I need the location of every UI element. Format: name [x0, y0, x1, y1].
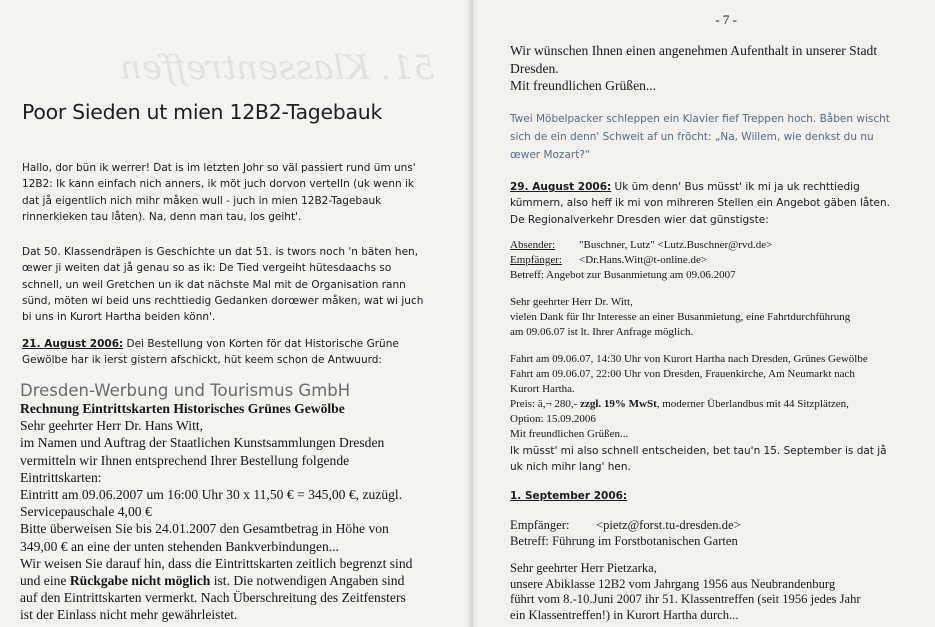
joke-paragraph [510, 110, 930, 164]
diary-entry-1-september [510, 488, 627, 504]
text-line: uk nich mihr lang' hen. [510, 461, 631, 474]
diary-entry-21-august [22, 336, 462, 369]
entry-date: 1. September 2006: [510, 490, 628, 502]
page-title: Poor Sieden ut mien 12B2-Tagebauk [22, 100, 383, 124]
text-line: Sehr geehrter Herr Pietzarka, [510, 561, 657, 575]
spacer [510, 283, 930, 295]
text-line: kümmern, also heff ik mi von mihreren Stellen ein Angebot gäben låten. [510, 197, 890, 210]
text-line: sich de ein denn' Schweit af un frõcht: „Na, Willem, wie denkst du nu [510, 131, 874, 143]
text-line: sünd, möten wi beid uns rechttiedig Gedanken dorœwer måken, wat wi juch [22, 294, 424, 307]
email-subject: Betreff: Führung im Forstbotanischen Garten [510, 533, 738, 548]
recipient-address: <Dr.Hans.Witt@t-online.de> [579, 254, 708, 266]
text-line: Gewölbe har ik ierst gistern afschickt, hüt keem schon de Antwuurd: [22, 354, 382, 367]
text-line: Fahrt am 09.06.07, 22:00 Uhr von Dresden, Frauenkirche, Am Neumarkt nach [510, 368, 855, 380]
text-span: ist. Die notwendigen Angaben sind [210, 573, 405, 589]
text-line: œwer Mozart?“ [510, 149, 591, 161]
text-span: , moderner Überlandbus mit 44 Sitzplätzen, [656, 398, 849, 410]
email-garden-tour [510, 518, 930, 623]
text-line: bi uns in Kurort Hartha beiden könn'. [22, 311, 216, 324]
page-number: - 7 - [715, 12, 737, 27]
text-line: schnell, un weil Gretchen un ik dat nächste Mal mit de Organisation rann [22, 278, 406, 291]
text-line: De Regionalverkehr Dresden wier dat günstigste: [510, 213, 769, 226]
bleed-through-text: 51. Klassentreffen [120, 48, 435, 88]
email-recipient [510, 253, 930, 268]
entry-date: 21. August 2006: [22, 338, 124, 350]
text-line: führt vom 8.-10.Juni 2007 ihr 51. Klassentreffen (seit 1956 jedes Jahr [510, 592, 861, 606]
text-line [22, 336, 462, 352]
text-line: rinnerkieken tau låten). Na, denn man tau, los geiht'. [22, 210, 302, 223]
entry-text: Dei Bestellung von Korten för dat Historische Grüne [123, 338, 399, 350]
text-line: Twei Möbelpacker schleppen ein Klavier fief Treppen hoch. Båben wischt [510, 113, 890, 125]
invoice-line: Servicepauschale 4,00 € [20, 504, 152, 520]
email-recipient [510, 518, 930, 534]
second-paragraph [22, 244, 462, 325]
invoice-line: 349,00 € an eine der unten stehenden Bankverbindungen... [20, 538, 339, 554]
right-page [472, 0, 935, 627]
invoice-line: ist der Einlass nicht mehr gewährleistet. [20, 607, 238, 623]
decision-paragraph [510, 443, 930, 476]
invoice-line: im Namen und Auftrag der Staatlichen Kunstsammlungen Dresden [20, 435, 385, 451]
recipient-label: Empfänger: [510, 518, 570, 532]
sender-label: Absender: [510, 239, 556, 251]
recipient-label: Empfänger: [510, 254, 562, 266]
spacer [510, 340, 930, 352]
text-line: Sehr geehrter Herr Dr. Witt, [510, 296, 633, 308]
invoice-line: Eintrittskarten: [20, 469, 102, 485]
text-line: Dresden. [510, 60, 559, 76]
text-line: dat jå eigentlich nich mihr måken wull - juch in mien 12B2-Tagebauk [22, 194, 382, 207]
email-sender [510, 238, 930, 253]
invoice-line [20, 572, 460, 589]
text-line [510, 179, 930, 195]
letter-closing [510, 42, 877, 95]
text-line: am 09.06.07 ist lt. Ihrer Anfrage möglich. [510, 326, 694, 338]
company-name: Dresden-Werbung und Tourismus GmbH [20, 381, 351, 400]
invoice-letter [20, 400, 460, 624]
email-bus-offer [510, 238, 930, 442]
invoice-heading: Rechnung Eintrittskarten Historisches Grünes Gewölbe [20, 401, 345, 416]
text-line: Hallo, dor bün ik werrer! Dat is im letzten Johr so väl passiert rund üm uns' [22, 162, 416, 174]
book-gutter [466, 0, 478, 627]
text-span: Preis: ä,¬ 280,- [510, 398, 581, 410]
no-return-notice: Rückgabe nicht möglich [69, 573, 211, 589]
invoice-line: Eintritt am 09.06.2007 um 16:00 Uhr 30 x 11,50 € = 345,00 €, zuzügl. [20, 487, 403, 503]
text-line: ein Klassentreffen!) in Kurort Hartha durch... [510, 607, 739, 622]
text-line: unsere Abiklasse 12B2 vom Jahrgang 1956 aus Neubrandenburg [510, 576, 836, 591]
text-line: œwer ji weiten dat jå genau so as ik: De Tied vergeiht hütesdaachs so [22, 262, 392, 275]
recipient-address: <pietz@forst.tu-dresden.de> [596, 518, 741, 532]
text-line: vielen Dank für Ihr Interesse an einer Busanmietung, eine Fahrtdurchführung [510, 311, 851, 323]
text-line: Option: 15.09.2006 [510, 413, 596, 425]
price-line [510, 397, 930, 412]
invoice-line: vermitteln wir Ihnen entsprechend Ihrer Bestellung folgende [20, 452, 350, 468]
invoice-line: Sehr geehrter Herr Dr. Hans Witt, [20, 418, 204, 434]
text-line: Ik müsst' mi also schnell entscheiden, bet tau'n 15. September is dat jå [510, 445, 887, 457]
text-line: 12B2: Ik kann einfach nich anners, ik möt juch dorvon verteIIn (uk wenn ik [22, 178, 414, 191]
text-line: Fahrt am 09.06.07, 14:30 Uhr von Kurort Hartha nach Dresden, Grünes Gewölbe [510, 353, 868, 365]
diary-entry-29-august [510, 179, 930, 228]
text-span: und eine [20, 573, 70, 589]
vat-notice: zzgl. 19% MwSt [580, 398, 657, 410]
spacer [510, 549, 930, 561]
entry-date: 29. August 2006: [510, 181, 612, 193]
entry-text: Uk üm denn' Bus müsst' ik mi ja uk rechttiedig [611, 181, 860, 193]
invoice-line: Wir weisen Sie darauf hin, dass die Eintrittskarten zeitlich begrenzt sind [20, 555, 413, 571]
text-line: Kurort Hartha. [510, 383, 575, 395]
text-line: Wir wünschen Ihnen einen angenehmen Aufenthalt in unserer Stadt [510, 43, 878, 58]
invoice-line: auf den Eintrittskarten vermerkt. Nach Überschreitung des Zeitfensters [20, 590, 406, 606]
sender-address: "Buschner, Lutz" <Lutz.Buschner@rvd.de> [579, 239, 773, 251]
text-line: Mit freundlichen Grüßen... [510, 78, 657, 93]
email-subject: Betreff: Angebot zur Busanmietung am 09.06.2007 [510, 269, 736, 281]
invoice-line: Bitte überweisen Sie bis 24.01.2007 den Gesamtbetrag in Höhe von [20, 521, 389, 537]
text-line: Mit freundlichen Grüßen... [510, 428, 629, 440]
intro-paragraph [22, 160, 462, 225]
text-line: Dat 50. Klassendräpen is Geschichte un dat 51. is twors noch 'n bäten hen, [22, 246, 419, 258]
